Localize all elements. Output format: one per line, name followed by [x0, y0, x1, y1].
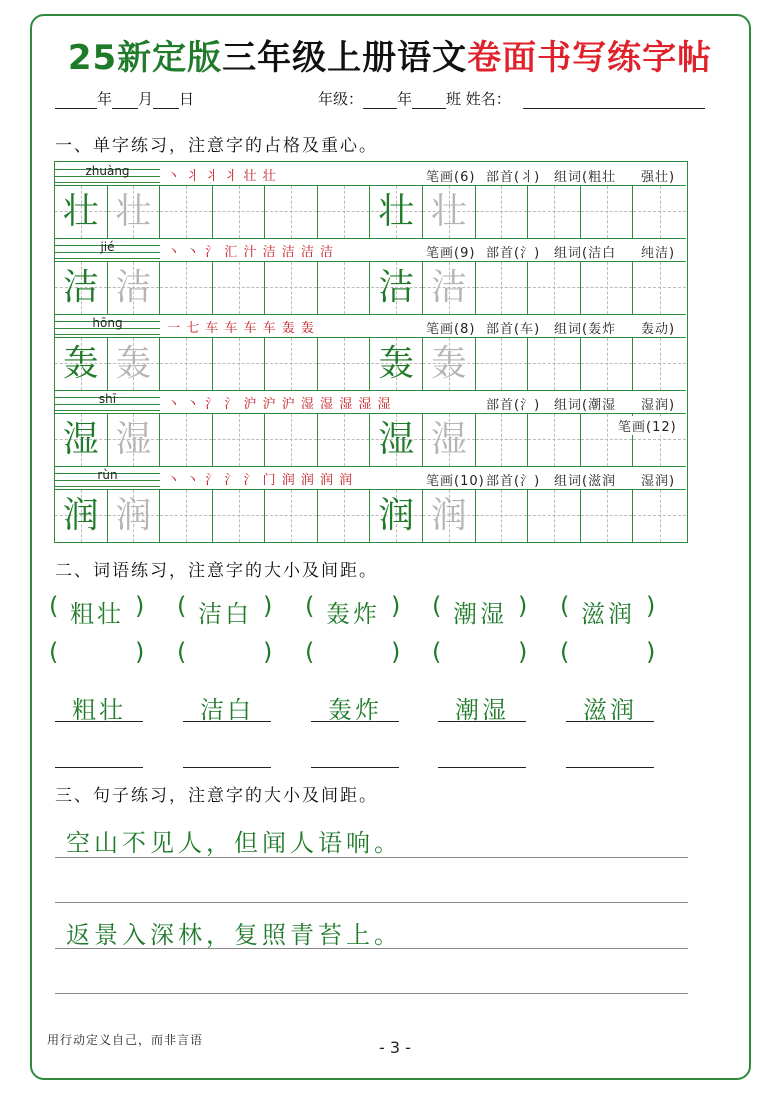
- writing-cell[interactable]: [213, 490, 266, 542]
- model-char: 润: [378, 495, 415, 536]
- writing-cell[interactable]: [581, 262, 634, 314]
- word-write-line[interactable]: [311, 767, 399, 768]
- word-underline: [438, 721, 526, 722]
- writing-cell[interactable]: [55, 414, 108, 466]
- cell-guide-v: [291, 186, 292, 238]
- trace-char: 洁: [430, 267, 467, 308]
- char-row-header: [55, 390, 686, 414]
- writing-cell[interactable]: [633, 490, 686, 542]
- writing-cell[interactable]: [633, 338, 686, 390]
- model-char: 湿: [62, 419, 99, 460]
- pinyin: jié: [100, 240, 115, 254]
- word-write-line[interactable]: [55, 767, 143, 768]
- writing-cell[interactable]: [528, 186, 581, 238]
- cell-guide-v: [660, 186, 661, 238]
- model-char: 湿: [378, 419, 415, 460]
- cell-guide-v: [186, 414, 187, 466]
- title-part-green: 25新定版: [67, 38, 223, 78]
- sentence-line: [55, 948, 688, 949]
- model-char: 壮: [378, 191, 415, 232]
- section-2-heading: 二、词语练习，注意字的大小及间距。: [55, 561, 378, 581]
- cell-guide-v: [344, 490, 345, 542]
- writing-cell[interactable]: [213, 186, 266, 238]
- example-words: 组词(洁白: [554, 246, 617, 261]
- trace-char: 壮: [115, 191, 152, 232]
- model-char: 轰: [62, 343, 99, 384]
- writing-cell[interactable]: [265, 414, 318, 466]
- sentence-2: 返景入深林，复照青苔上。: [66, 921, 402, 949]
- cell-guide-v: [607, 338, 608, 390]
- cell-guide-v: [660, 490, 661, 542]
- word-trace: 粗壮: [72, 696, 126, 724]
- row-separator: [55, 314, 686, 315]
- writing-cell[interactable]: [423, 414, 476, 466]
- writing-cells: [55, 490, 686, 542]
- word-underline: [311, 721, 399, 722]
- writing-cell[interactable]: [213, 338, 266, 390]
- stroke-count: 笔画(12): [616, 416, 679, 435]
- cell-guide-v: [660, 338, 661, 390]
- page-title: [0, 30, 780, 79]
- trace-char: 轰: [115, 343, 152, 384]
- title-part-red: 卷面书写练字帖: [467, 38, 713, 78]
- stroke-count: 笔画(6): [426, 170, 476, 185]
- writing-cell[interactable]: [213, 262, 266, 314]
- radical: 部首(丬): [486, 170, 541, 185]
- writing-cell[interactable]: [108, 338, 161, 390]
- word-print: 粗壮: [70, 600, 124, 628]
- pinyin: zhuàng: [85, 164, 130, 178]
- paren-right: ): [135, 592, 145, 620]
- writing-cell[interactable]: [55, 186, 108, 238]
- paren-left: (: [432, 592, 442, 620]
- blank-paren-right: ): [263, 638, 273, 666]
- writing-cell[interactable]: [371, 490, 424, 542]
- char-row: [55, 466, 686, 542]
- blank-word[interactable]: [315, 640, 391, 668]
- writing-cell[interactable]: [476, 186, 529, 238]
- stroke-count: 笔画(10): [426, 474, 485, 489]
- model-char: 轰: [378, 343, 415, 384]
- writing-cell[interactable]: [371, 186, 424, 238]
- writing-cell[interactable]: [318, 262, 371, 314]
- example-words-2: 纯洁): [641, 246, 676, 261]
- writing-cell[interactable]: [371, 338, 424, 390]
- writing-cell[interactable]: [371, 414, 424, 466]
- blank-paren-left: (: [177, 638, 187, 666]
- example-words: 组词(滋润: [554, 474, 617, 489]
- cell-guide-v: [607, 490, 608, 542]
- word-print: 滋润: [581, 600, 635, 628]
- example-words: 组词(轰炸: [554, 322, 617, 337]
- info-line: [55, 88, 735, 114]
- trace-char: 洁: [115, 267, 152, 308]
- writing-cell[interactable]: [528, 262, 581, 314]
- stroke-count: 笔画(9): [426, 246, 476, 261]
- char-row: [55, 314, 686, 390]
- character-grid: [54, 161, 688, 543]
- writing-cell[interactable]: [160, 490, 213, 542]
- paren-left: (: [560, 592, 570, 620]
- blank-word[interactable]: [442, 640, 518, 668]
- radical: 部首(氵): [486, 474, 541, 489]
- row-separator: [55, 238, 686, 239]
- title-part-black: 三年级上册语文: [222, 38, 468, 78]
- cell-guide-v: [291, 414, 292, 466]
- cell-guide-v: [660, 262, 661, 314]
- word-print: 洁白: [198, 600, 252, 628]
- cell-guide-v: [501, 338, 502, 390]
- page-number: - 3 -: [379, 1038, 411, 1057]
- cell-guide-v: [501, 262, 502, 314]
- word-print: 轰炸: [326, 600, 380, 628]
- section-3-heading: 三、句子练习，注意字的大小及间距。: [55, 786, 378, 806]
- writing-cell[interactable]: [160, 186, 213, 238]
- pinyin: shī: [98, 392, 117, 406]
- blank-paren-right: ): [518, 638, 528, 666]
- word-trace: 滋润: [583, 696, 637, 724]
- writing-cell[interactable]: [423, 490, 476, 542]
- cell-guide-v: [186, 490, 187, 542]
- cell-guide-v: [501, 414, 502, 466]
- char-row: [55, 238, 686, 314]
- writing-cell[interactable]: [581, 490, 634, 542]
- stroke-count: 笔画(8): [426, 322, 476, 337]
- paren-left: (: [49, 592, 59, 620]
- stroke-order: 一 七 车 车 车 车 轰 轰: [167, 321, 315, 336]
- cell-guide-v: [239, 262, 240, 314]
- month-blank[interactable]: [112, 91, 138, 109]
- blank-word[interactable]: [570, 640, 646, 668]
- paren-left: (: [305, 592, 315, 620]
- writing-cell[interactable]: [581, 338, 634, 390]
- cell-guide-v: [239, 414, 240, 466]
- sentence-line: [55, 993, 688, 994]
- blank-word[interactable]: [187, 640, 263, 668]
- writing-cells: [55, 186, 686, 238]
- word-print: 潮湿: [453, 600, 507, 628]
- writing-cell[interactable]: [160, 338, 213, 390]
- cell-guide-v: [554, 414, 555, 466]
- cell-guide-v: [344, 414, 345, 466]
- blank-paren-right: ): [646, 638, 656, 666]
- writing-cell[interactable]: [318, 186, 371, 238]
- name-blank[interactable]: [523, 91, 705, 109]
- day-blank[interactable]: [153, 91, 179, 109]
- word-underline: [183, 721, 271, 722]
- writing-cell[interactable]: [318, 490, 371, 542]
- writing-cell[interactable]: [213, 414, 266, 466]
- footer-motto: 用行动定义自己，而非言语: [47, 1033, 204, 1047]
- cell-guide-v: [344, 262, 345, 314]
- cell-guide-v: [239, 186, 240, 238]
- writing-cell[interactable]: [265, 338, 318, 390]
- stroke-order: 丶 丶 氵 汇 汁 洁 洁 洁 洁: [167, 245, 335, 260]
- example-words-2: 轰动): [641, 322, 676, 337]
- cell-guide-v: [291, 262, 292, 314]
- paren-right: ): [646, 592, 656, 620]
- writing-cell[interactable]: [55, 262, 108, 314]
- writing-cell[interactable]: [633, 262, 686, 314]
- writing-cell[interactable]: [108, 490, 161, 542]
- blank-word[interactable]: [59, 640, 135, 668]
- word-trace: 潮湿: [455, 696, 509, 724]
- writing-cell[interactable]: [476, 262, 529, 314]
- writing-cell[interactable]: [633, 186, 686, 238]
- word-underline: [566, 721, 654, 722]
- cell-guide-v: [501, 490, 502, 542]
- cell-guide-v: [239, 338, 240, 390]
- example-words: 组词(粗壮: [554, 170, 617, 185]
- writing-cell[interactable]: [108, 414, 161, 466]
- example-words-2: 强壮): [641, 170, 676, 185]
- example-words-2: 湿润): [641, 474, 676, 489]
- cell-guide-v: [186, 338, 187, 390]
- cell-guide-v: [291, 490, 292, 542]
- writing-cell[interactable]: [528, 414, 581, 466]
- cell-guide-v: [186, 262, 187, 314]
- stroke-order: 丶 丶 氵 氵 沪 沪 沪 湿 湿 湿 湿 湿: [167, 397, 392, 412]
- paren-right: ): [518, 592, 528, 620]
- cell-guide-v: [554, 262, 555, 314]
- day-label: 日: [179, 90, 195, 108]
- char-row: [55, 162, 686, 238]
- example-words: 组词(潮湿: [554, 398, 617, 413]
- month-label: 月: [138, 90, 154, 108]
- model-char: 洁: [62, 267, 99, 308]
- paren-left: (: [177, 592, 187, 620]
- model-char: 壮: [62, 191, 99, 232]
- writing-cell[interactable]: [528, 490, 581, 542]
- writing-cell[interactable]: [476, 414, 529, 466]
- char-row-header: [55, 238, 686, 262]
- cell-guide-v: [554, 338, 555, 390]
- year-blank[interactable]: [55, 91, 97, 109]
- example-words-2: 湿润): [641, 398, 676, 413]
- stroke-order: 丶 丬 丬 丬 壮 壮: [167, 169, 277, 184]
- class-blank[interactable]: [412, 91, 446, 109]
- writing-cell[interactable]: [108, 186, 161, 238]
- trace-char: 润: [430, 495, 467, 536]
- pinyin: hōng: [92, 316, 123, 330]
- radical: 部首(氵): [486, 246, 541, 261]
- writing-cell[interactable]: [108, 262, 161, 314]
- blank-paren-right: ): [391, 638, 401, 666]
- row-separator: [55, 390, 686, 391]
- section-1-heading: 一、单字练习，注意字的占格及重心。: [55, 136, 378, 156]
- writing-cell[interactable]: [160, 262, 213, 314]
- model-char: 洁: [378, 267, 415, 308]
- class-name-label: 班 姓名：: [446, 90, 511, 108]
- char-row-header: [55, 466, 686, 490]
- sentence-line: [55, 902, 688, 903]
- char-row-header: [55, 314, 686, 338]
- trace-char: 轰: [430, 343, 467, 384]
- grade-blank[interactable]: [363, 91, 397, 109]
- grade-year-label: 年: [397, 90, 413, 108]
- cell-guide-v: [239, 490, 240, 542]
- writing-cell[interactable]: [55, 490, 108, 542]
- cell-guide-v: [186, 186, 187, 238]
- pinyin: rùn: [97, 468, 118, 482]
- cell-guide-v: [554, 186, 555, 238]
- blank-paren-right: ): [135, 638, 145, 666]
- word-trace: 洁白: [200, 696, 254, 724]
- writing-cell[interactable]: [265, 490, 318, 542]
- cell-guide-v: [607, 262, 608, 314]
- writing-cell[interactable]: [160, 414, 213, 466]
- blank-paren-left: (: [305, 638, 315, 666]
- cell-guide-v: [554, 490, 555, 542]
- row-separator: [55, 466, 686, 467]
- sentence-line: [55, 857, 688, 858]
- paren-right: ): [263, 592, 273, 620]
- model-char: 润: [62, 495, 99, 536]
- year-label: 年: [97, 90, 113, 108]
- writing-cell[interactable]: [265, 186, 318, 238]
- paren-right: ): [391, 592, 401, 620]
- writing-cells: [55, 414, 686, 466]
- writing-cells: [55, 262, 686, 314]
- word-write-line[interactable]: [438, 767, 526, 768]
- blank-paren-left: (: [432, 638, 442, 666]
- writing-cell[interactable]: [318, 414, 371, 466]
- trace-char: 湿: [115, 419, 152, 460]
- writing-cell[interactable]: [318, 338, 371, 390]
- word-underline: [55, 721, 143, 722]
- grade-label: 年级：: [318, 90, 364, 108]
- writing-cell[interactable]: [423, 186, 476, 238]
- word-write-line[interactable]: [566, 767, 654, 768]
- cell-guide-v: [501, 186, 502, 238]
- cell-guide-v: [344, 338, 345, 390]
- writing-cell[interactable]: [423, 338, 476, 390]
- writing-cells: [55, 338, 686, 390]
- writing-cell[interactable]: [423, 262, 476, 314]
- blank-paren-left: (: [49, 638, 59, 666]
- blank-paren-left: (: [560, 638, 570, 666]
- trace-char: 壮: [430, 191, 467, 232]
- radical: 部首(车): [486, 322, 541, 337]
- writing-cell[interactable]: [371, 262, 424, 314]
- char-row: [55, 390, 686, 466]
- writing-cell[interactable]: [476, 338, 529, 390]
- char-row-header: [55, 162, 686, 186]
- writing-cell[interactable]: [265, 262, 318, 314]
- writing-cell[interactable]: [528, 338, 581, 390]
- trace-char: 湿: [430, 419, 467, 460]
- cell-guide-v: [291, 338, 292, 390]
- cell-guide-v: [607, 414, 608, 466]
- trace-char: 润: [115, 495, 152, 536]
- writing-cell[interactable]: [476, 490, 529, 542]
- stroke-order: 丶 丶 氵 氵 氵 门 润 润 润 润: [167, 473, 354, 488]
- cell-guide-v: [607, 186, 608, 238]
- radical: 部首(氵): [486, 398, 541, 413]
- writing-cell[interactable]: [55, 338, 108, 390]
- sentence-1: 空山不见人，但闻人语响。: [66, 829, 402, 857]
- writing-cell[interactable]: [581, 186, 634, 238]
- word-write-line[interactable]: [183, 767, 271, 768]
- word-trace: 轰炸: [328, 696, 382, 724]
- cell-guide-v: [344, 186, 345, 238]
